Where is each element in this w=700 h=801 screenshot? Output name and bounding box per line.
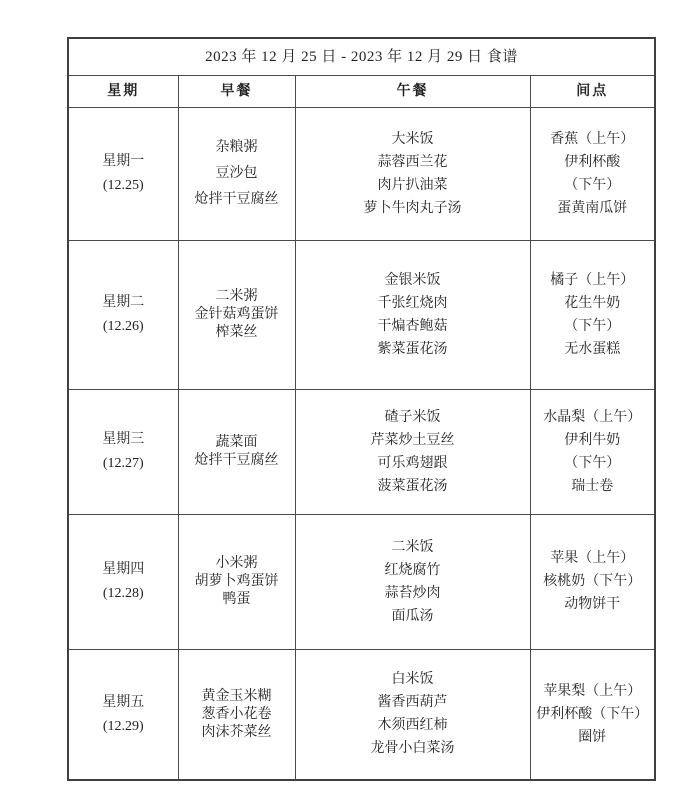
menu-item: 伊利牛奶	[564, 432, 621, 448]
menu-item: 动物饼干	[564, 597, 621, 612]
menu-item: 菠菜蛋花汤	[377, 478, 448, 494]
menu-item: 肉片扒油菜	[377, 177, 448, 193]
menu-item: 胡萝卜鸡蛋饼	[194, 574, 279, 589]
menu-item: 圈饼	[578, 729, 607, 745]
day-cell	[68, 241, 178, 390]
menu-item: 二米饭	[391, 539, 434, 555]
menu-item: 苹果（上午）	[550, 551, 635, 566]
menu-item: 核桃奶（下午）	[543, 574, 642, 589]
menu-item: 鸭蛋	[222, 592, 251, 607]
menu-item: 无水蛋糕	[564, 341, 621, 357]
table-row-monday	[68, 108, 655, 241]
menu-item: 木须西红柿	[377, 718, 448, 733]
lunch-cell	[295, 650, 530, 781]
menu-item: 龙骨小白菜汤	[370, 741, 455, 756]
menu-item: 蛋黄南瓜饼	[557, 200, 628, 216]
snack-cell	[530, 390, 655, 515]
breakfast-cell	[178, 650, 295, 781]
date-label: (12.26)	[102, 319, 144, 334]
column-header-snack: 间点	[530, 76, 655, 108]
menu-item: 伊利杯酸（下午）	[536, 706, 649, 722]
breakfast-cell	[178, 515, 295, 650]
day-cell	[68, 515, 178, 650]
menu-item: 金银米饭	[384, 272, 441, 288]
menu-item: 碴子米饭	[384, 409, 441, 425]
menu-item: 瑞士卷	[571, 478, 614, 494]
table-row-wednesday	[68, 390, 655, 515]
day-label: 星期一	[102, 154, 145, 169]
snack-cell	[530, 108, 655, 241]
menu-item: 肉沫芥菜丝	[201, 724, 272, 740]
snack-cell	[530, 650, 655, 781]
menu-item: 杂粮粥	[215, 140, 258, 155]
menu-item: 蒜苔炒肉	[384, 585, 441, 601]
menu-item: 红烧腐竹	[384, 562, 441, 578]
menu-item: 千张红烧肉	[377, 295, 448, 311]
menu-item: 面瓜汤	[391, 608, 434, 624]
breakfast-cell	[178, 390, 295, 515]
menu-item: 酱香西葫芦	[377, 695, 448, 710]
lunch-cell	[295, 241, 530, 390]
lunch-cell	[295, 390, 530, 515]
title-row	[68, 38, 655, 76]
day-label: 星期二	[102, 295, 145, 310]
menu-item: 蔬菜面	[215, 435, 258, 450]
menu-item: 花生牛奶	[564, 295, 621, 311]
menu-item: 橘子（上午）	[550, 272, 635, 288]
menu-item: 黄金玉米糊	[201, 688, 272, 704]
column-header-day: 星期	[68, 76, 178, 108]
table-row-tuesday	[68, 241, 655, 390]
menu-item: 二米粥	[215, 289, 258, 304]
menu-item: 炝拌干豆腐丝	[194, 453, 279, 468]
table-row-friday	[68, 650, 655, 781]
menu-item: 榨菜丝	[215, 325, 258, 340]
snack-cell	[530, 241, 655, 390]
date-label: (12.25)	[102, 178, 144, 193]
menu-item: 香蕉（上午）	[550, 131, 635, 147]
menu-item: 大米饭	[391, 131, 434, 147]
menu-item: 紫菜蛋花汤	[377, 341, 448, 357]
menu-item: 伊利杯酸	[564, 154, 621, 170]
menu-item: 干煸杏鲍菇	[377, 318, 448, 334]
day-label: 星期四	[102, 562, 145, 577]
date-label: (12.27)	[102, 456, 144, 471]
menu-item: 水晶梨（上午）	[543, 409, 642, 425]
menu-item: 小米粥	[215, 556, 258, 571]
menu-item: 炝拌干豆腐丝	[194, 192, 279, 207]
lunch-cell	[295, 108, 530, 241]
snack-cell	[530, 515, 655, 650]
day-label: 星期五	[102, 694, 145, 710]
menu-item: 葱香小花卷	[201, 706, 272, 722]
day-label: 星期三	[102, 432, 145, 447]
breakfast-cell	[178, 241, 295, 390]
breakfast-cell	[178, 108, 295, 241]
menu-item: 萝卜牛肉丸子汤	[363, 200, 462, 216]
menu-item: 白米饭	[391, 672, 434, 687]
menu-item: （下午）	[564, 455, 621, 471]
column-header-breakfast: 早餐	[178, 76, 295, 108]
column-header-lunch: 午餐	[295, 76, 530, 108]
menu-item: （下午）	[564, 177, 621, 193]
table-row-thursday	[68, 515, 655, 650]
menu-item: 可乐鸡翅跟	[377, 455, 448, 471]
lunch-cell	[295, 515, 530, 650]
menu-item: 苹果梨（上午）	[543, 683, 642, 699]
menu-item: 金针菇鸡蛋饼	[194, 307, 279, 322]
table-title: 2023 年 12 月 25 日 - 2023 年 12 月 29 日 食谱	[68, 38, 655, 76]
menu-item: 蒜蓉西兰花	[377, 154, 448, 170]
date-label: (12.28)	[102, 586, 144, 601]
menu-item: 芹菜炒土豆丝	[370, 432, 455, 448]
menu-item: 豆沙包	[215, 166, 258, 181]
menu-table	[67, 37, 656, 781]
header-row	[68, 76, 655, 108]
day-cell	[68, 390, 178, 515]
date-label: (12.29)	[102, 718, 144, 734]
day-cell	[68, 650, 178, 781]
day-cell	[68, 108, 178, 241]
menu-item: （下午）	[564, 318, 621, 334]
